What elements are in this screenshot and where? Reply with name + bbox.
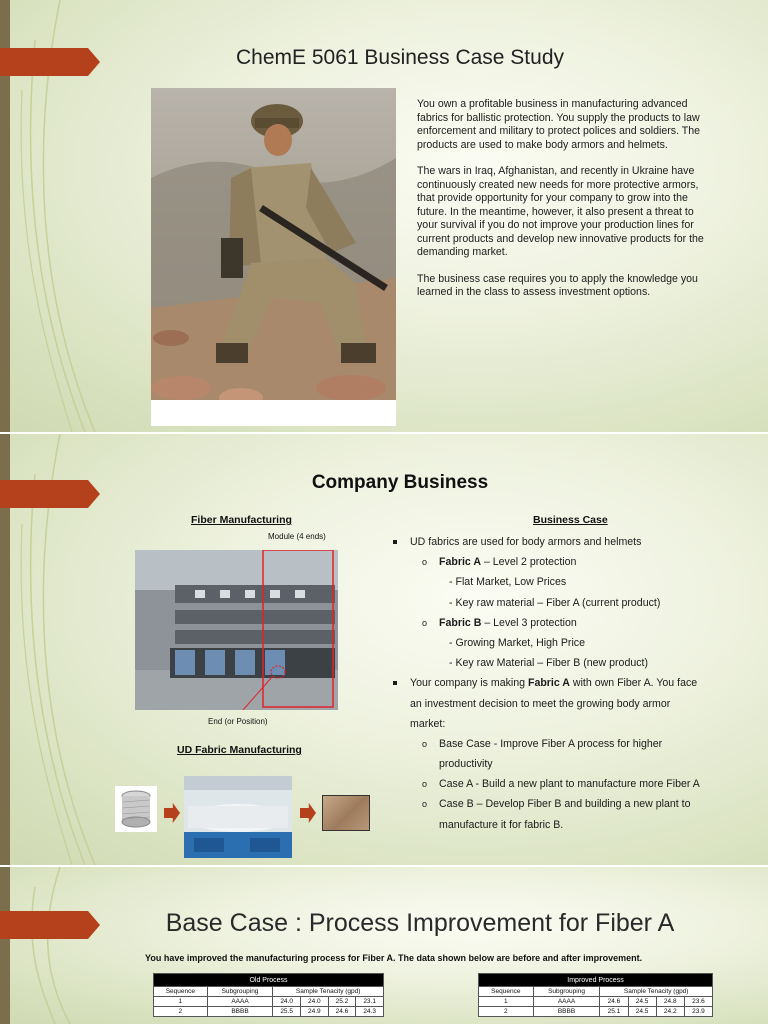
table-cell: 24.9 bbox=[300, 1007, 328, 1017]
table-cell: 25.1 bbox=[600, 1007, 628, 1017]
slide-1 bbox=[0, 0, 768, 432]
list-item bbox=[391, 532, 761, 552]
list-item-text: market: bbox=[410, 717, 446, 730]
fiber-plant-photo bbox=[135, 550, 338, 710]
intro-paragraph: You own a profitable business in manufacturing advanced fabrics for ballistic protection. You supply the products to law enforcement and military to protect polices and soldiers. The products are used to make body armors and helmets. bbox=[417, 98, 701, 151]
list-item bbox=[391, 734, 761, 754]
business-case-list bbox=[391, 532, 761, 835]
table-cell: BBBB bbox=[533, 1007, 600, 1017]
list-item-text: Your company is making bbox=[410, 677, 528, 690]
table-cell: 23.6 bbox=[684, 997, 712, 1007]
list-item bbox=[391, 774, 761, 794]
slide-marker-tab bbox=[0, 911, 100, 939]
list-item bbox=[391, 694, 761, 714]
ud-fabric-machine-photo bbox=[184, 776, 292, 858]
intro-text bbox=[417, 98, 717, 313]
fiber-spool-image bbox=[115, 786, 157, 832]
bullet-icon: o bbox=[422, 779, 428, 790]
improved-process-table bbox=[478, 973, 713, 1017]
soldier-photo bbox=[151, 88, 396, 426]
list-item bbox=[391, 633, 761, 653]
column-header: Subgrouping bbox=[533, 987, 600, 997]
ud-fabric-sample-image bbox=[322, 795, 370, 831]
list-item-text: - Growing Market, High Price bbox=[449, 636, 585, 649]
table-cell: 24.5 bbox=[628, 997, 656, 1007]
table-row bbox=[479, 1007, 713, 1017]
list-item-bold: Fabric B bbox=[439, 616, 482, 629]
slide-title: ChemE 5061 Business Case Study bbox=[235, 46, 564, 69]
business-case-heading: Business Case bbox=[533, 514, 608, 526]
column-header: Sample Tenacity (gpd) bbox=[273, 987, 384, 997]
list-item-text: an investment decision to meet the growing body armor bbox=[410, 697, 671, 710]
column-header: Sequence bbox=[154, 987, 208, 997]
table-row bbox=[154, 1007, 384, 1017]
decorative-curves bbox=[0, 867, 120, 1024]
table-row bbox=[154, 997, 384, 1007]
list-item bbox=[391, 593, 761, 613]
table-cell: 2 bbox=[479, 1007, 534, 1017]
list-item-text: manufacture it for fabric B. bbox=[439, 818, 564, 831]
table-row bbox=[479, 997, 713, 1007]
slide-subtitle: You have improved the manufacturing process for Fiber A. The data shown below are before and after improvement. bbox=[145, 953, 643, 963]
column-header: Sequence bbox=[479, 987, 534, 997]
bullet-icon bbox=[393, 681, 397, 685]
column-header: Subgrouping bbox=[207, 987, 273, 997]
list-item bbox=[391, 714, 761, 734]
slide-title: Base Case : Process Improvement for Fiber A bbox=[165, 909, 675, 937]
bullet-icon bbox=[393, 540, 397, 544]
module-label: Module (4 ends) bbox=[268, 532, 326, 541]
bullet-icon: o bbox=[422, 738, 428, 749]
table-cell: 24.0 bbox=[300, 997, 328, 1007]
bullet-icon: o bbox=[422, 799, 428, 810]
table-cell: 24.6 bbox=[328, 1007, 356, 1017]
intro-paragraph: The business case requires you to apply the knowledge you learned in the class to assess investment options. bbox=[417, 272, 698, 298]
bullet-icon: o bbox=[422, 617, 428, 628]
list-item-text: with own Fiber A. You face bbox=[569, 677, 698, 690]
list-item bbox=[391, 815, 761, 835]
list-item-text: – Level 3 protection bbox=[481, 616, 577, 629]
list-item bbox=[391, 572, 761, 592]
list-item bbox=[391, 794, 761, 814]
list-item-text: – Level 2 protection bbox=[481, 556, 577, 569]
table-cell: AAAA bbox=[207, 997, 273, 1007]
table-cell: 24.6 bbox=[600, 997, 628, 1007]
process-arrow-icon bbox=[164, 803, 180, 823]
table-cell: 25.2 bbox=[328, 997, 356, 1007]
table-cell: 23.1 bbox=[356, 997, 384, 1007]
end-position-label: End (or Position) bbox=[208, 717, 268, 726]
table-caption: Old Process bbox=[154, 974, 384, 987]
list-item bbox=[391, 754, 761, 774]
list-item-bold: Fabric A bbox=[527, 677, 570, 690]
list-item bbox=[391, 613, 761, 633]
table-cell: AAAA bbox=[533, 997, 600, 1007]
list-item-text: - Key raw Material – Fiber B (new product) bbox=[449, 657, 648, 670]
table-cell: 25.5 bbox=[273, 1007, 301, 1017]
bullet-icon: o bbox=[422, 557, 428, 568]
intro-paragraph: The wars in Iraq, Afghanistan, and recently in Ukraine have continuously created new needs for more protective armors, that provide opportunity for your company to grow into the future. In the meantime, however, it also present a threat to your survival if you do not improve your production lines for current products and develop new innovative products for the demanding market. bbox=[417, 165, 704, 258]
table-cell: 24.0 bbox=[273, 997, 301, 1007]
list-item-text: Case A - Build a new plant to manufacture more Fiber A bbox=[439, 778, 700, 791]
slide-title: Company Business bbox=[311, 472, 489, 493]
fiber-manufacturing-heading: Fiber Manufacturing bbox=[191, 514, 292, 526]
list-item bbox=[391, 552, 761, 572]
slide-3 bbox=[0, 867, 768, 1024]
list-item-text: UD fabrics are used for body armors and helmets bbox=[410, 536, 642, 548]
column-header: Sample Tenacity (gpd) bbox=[600, 987, 713, 997]
slide-2 bbox=[0, 434, 768, 865]
old-process-table bbox=[153, 973, 384, 1017]
list-item-text: - Key raw material – Fiber A (current product) bbox=[449, 596, 661, 609]
ud-fabric-heading: UD Fabric Manufacturing bbox=[177, 744, 302, 756]
slide-marker-tab bbox=[0, 48, 100, 76]
table-cell: 1 bbox=[154, 997, 208, 1007]
table-cell: 2 bbox=[154, 1007, 208, 1017]
list-item bbox=[391, 673, 761, 693]
list-item-text: productivity bbox=[439, 758, 493, 771]
list-item-text: - Flat Market, Low Prices bbox=[449, 576, 567, 589]
list-item-text: Case B – Develop Fiber B and building a new plant to bbox=[439, 798, 691, 811]
table-cell: 24.8 bbox=[656, 997, 684, 1007]
table-cell: 23.9 bbox=[684, 1007, 712, 1017]
list-item-text: Base Case - Improve Fiber A process for higher bbox=[439, 737, 663, 750]
slide-marker-tab bbox=[0, 480, 100, 508]
process-arrow-icon bbox=[300, 803, 316, 823]
table-cell: 1 bbox=[479, 997, 534, 1007]
table-cell: 24.2 bbox=[656, 1007, 684, 1017]
table-cell: 24.3 bbox=[356, 1007, 384, 1017]
list-item bbox=[391, 653, 761, 673]
table-cell: BBBB bbox=[207, 1007, 273, 1017]
table-caption: Improved Process bbox=[479, 974, 713, 987]
table-cell: 24.5 bbox=[628, 1007, 656, 1017]
list-item-bold: Fabric A bbox=[439, 556, 481, 569]
